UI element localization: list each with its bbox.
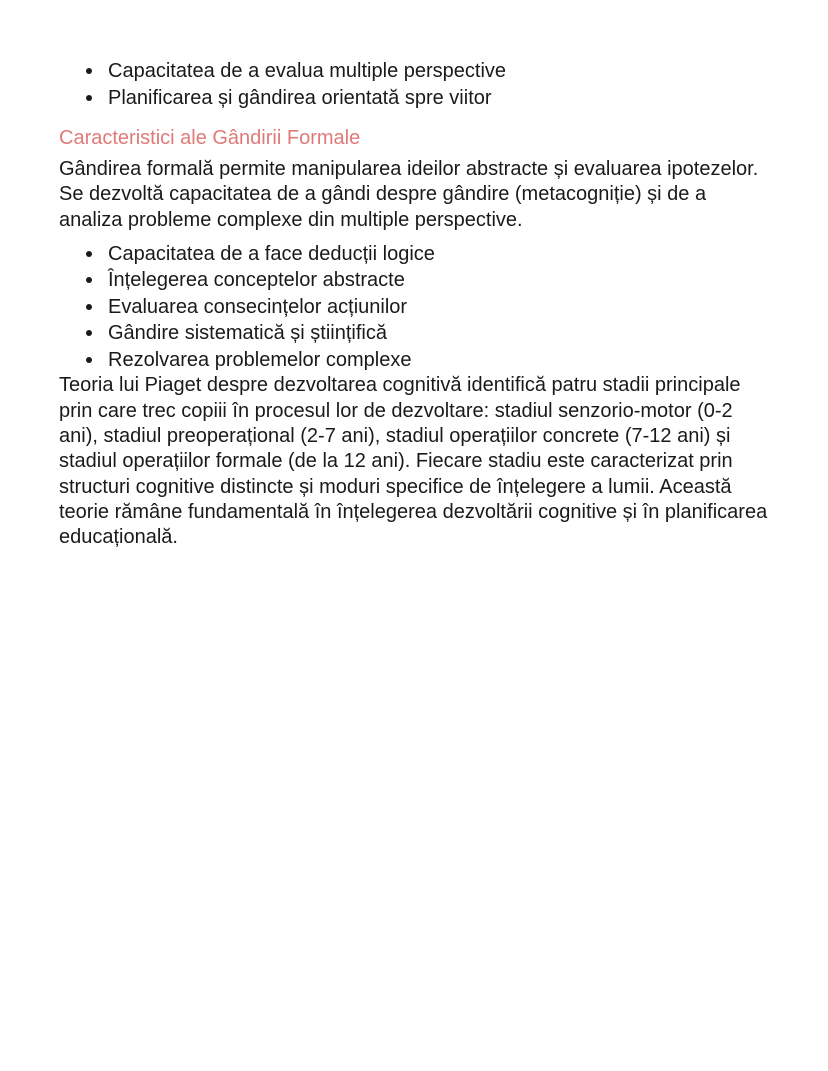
list-item-text: Gândire sistematică și științifică — [108, 322, 387, 345]
section-heading: Caracteristici ale Gândirii Formale — [59, 127, 361, 149]
section-bullet-list — [59, 241, 774, 374]
list-item — [59, 320, 774, 347]
list-item — [59, 347, 774, 374]
document-content — [59, 58, 774, 550]
top-bullet-list — [59, 58, 774, 111]
list-item — [59, 294, 774, 321]
list-item — [59, 241, 774, 268]
section-paragraph: Gândirea formală permite manipularea ideilor abstracte și evaluarea ipotezelor. Se dezvoltă capacitatea de a gândi despre gândire (metacogniție) și de a analiza probleme complexe din multiple perspective. — [59, 158, 759, 231]
list-item-text: Rezolvarea problemelor complexe — [108, 348, 412, 371]
list-item-text: Înțelegerea conceptelor abstracte — [108, 269, 405, 292]
list-item-text: Planificarea și gândirea orientată spre viitor — [108, 86, 492, 109]
bullet-icon — [86, 68, 92, 74]
list-item — [59, 267, 774, 294]
list-item — [59, 58, 774, 85]
closing-paragraph: Teoria lui Piaget despre dezvoltarea cognitivă identifică patru stadii principale prin care trec copiii în procesul lor de dezvoltare: stadiul senzorio-motor (0-2 ani), stadiul preoperațional (2-7 ani), stadiul operațiilor concrete (7-12 ani) și stadiul operațiilor formale (de la 12 ani). Fiecare stadiu este caracterizat prin structuri cognitive distincte și moduri specifice de înțelegere a lumii. Această teorie rămâne fundamentală în înțelegerea dezvoltării cognitive și în planificarea educațională. — [59, 374, 768, 549]
bullet-icon — [86, 330, 92, 336]
bullet-icon — [86, 304, 92, 310]
bullet-icon — [86, 277, 92, 283]
list-item-text: Capacitatea de a evalua multiple perspective — [108, 60, 507, 82]
bullet-icon — [86, 357, 92, 363]
bullet-icon — [86, 251, 92, 257]
list-item-text: Evaluarea consecințelor acțiunilor — [108, 295, 408, 318]
list-item — [59, 85, 774, 112]
list-item-text: Capacitatea de a face deducții logice — [108, 242, 435, 265]
bullet-icon — [86, 95, 92, 101]
